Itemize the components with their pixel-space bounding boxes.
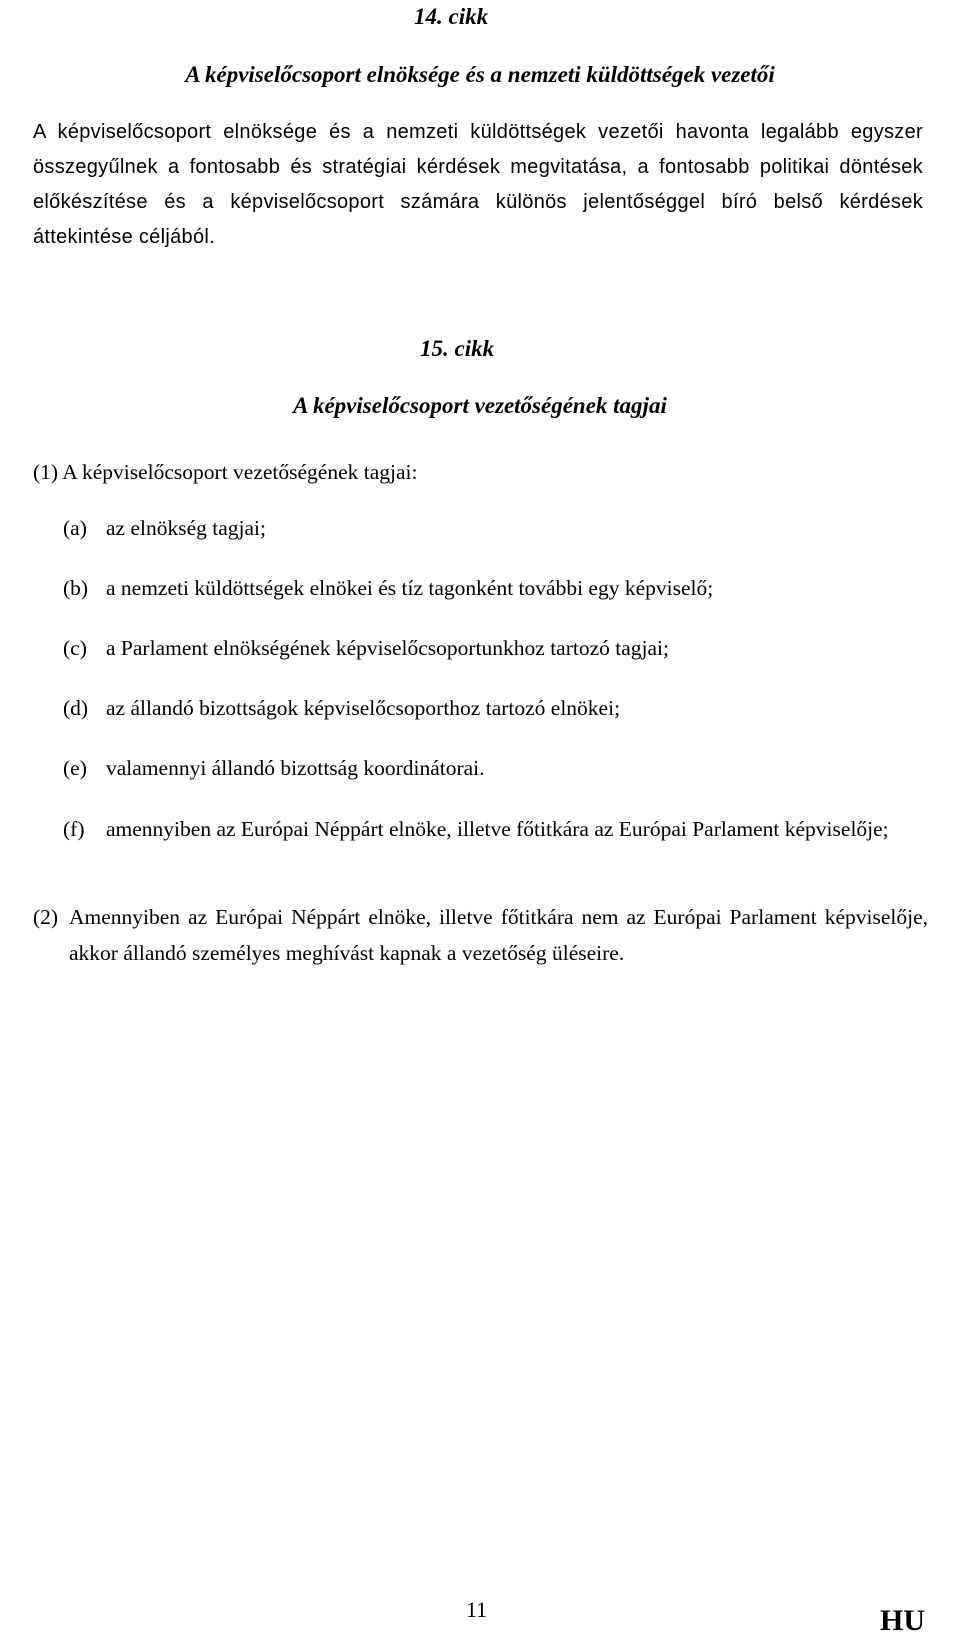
list-item-text: a Parlament elnökségének képviselőcsoportunkhoz tartozó tagjai; [106,636,669,660]
paragraph-2-text: Amennyiben az Európai Néppárt elnöke, illetve főtitkára nem az Európai Parlament képviselője, akkor állandó személyes meghívást kapnak a vezetőség üléseire. [69,905,928,965]
list-item-text: valamennyi állandó bizottság koordinátorai. [106,756,485,780]
list-item-text: az állandó bizottságok képviselőcsoporthoz tartozó elnökei; [106,696,621,720]
list-item-text: amennyiben az Európai Néppárt elnöke, illetve főtitkára az Európai Parlament képviselője; [106,817,889,841]
list-item-label: (e) [63,756,87,780]
list-item-label: (d) [63,696,89,720]
list-item-label: (a) [63,516,87,540]
paragraph-2-label: (2) [33,905,59,929]
article-15-intro: (1) A képviselőcsoport vezetőségének tagjai: [33,460,418,484]
article-14-title: A képviselőcsoport elnöksége és a nemzeti küldöttségek vezetői [185,62,775,87]
article-14-number: 14. cikk [414,4,489,29]
language-code: HU [880,1604,925,1637]
page-number: 11 [466,1597,488,1622]
article-14-body: A képviselőcsoport elnöksége és a nemzeti küldöttségek vezetői havonta legalább egyszer összegyűlnek a fontosabb és stratégiai kérdések megvitatása, a fontosabb politikai döntések előkészítése és a képviselőcsoport számára különös jelentőséggel bíró belső kérdések áttekintése céljából. [33,121,923,248]
list-item-text: az elnökség tagjai; [106,516,266,540]
list-item-label: (c) [63,636,87,660]
list-item-label: (b) [63,576,89,600]
list-item-label: (f) [63,817,85,841]
article-15-number: 15. cikk [420,336,495,361]
list-item-text: a nemzeti küldöttségek elnökei és tíz tagonként további egy képviselő; [106,576,714,600]
article-15-title: A képviselőcsoport vezetőségének tagjai [293,393,667,418]
